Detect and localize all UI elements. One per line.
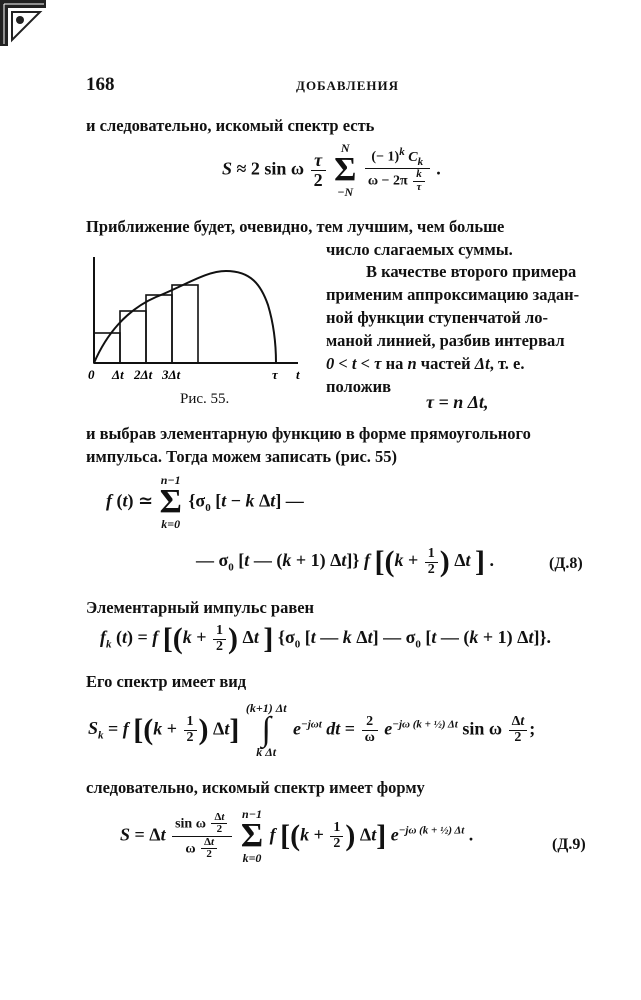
paragraph-2-line-1: Приближение будет, очевидно, тем лучшим, чем больше [86,217,505,236]
axis-label-tau: τ [272,367,278,382]
paragraph-3-line-6: положив [326,377,392,396]
equation-tau: τ = n Δt, [426,392,489,412]
equation-d8-line-1: f (t) ≃ n−1 Σ k=0 {$\sigma_0$ [t − k Δt] — [106,473,304,532]
equation-spectrum-k: $S_k = f$ [(k + $\frac{1}{2}$ ) Δt] (k+1) Δt ∫ k Δt $e^{-j\omega t}$ dt = $\frac{2}{\omega}$ $e^{-j\omega (k + \frac{1}{2}) \Delta t}$ sin ω $\frac{\Delta t}{2}$ ; [88,701,536,760]
paragraph-4-line-1: и выбрав элементарную функцию в форме прямоугольного [86,424,531,443]
running-head: ДОБАВЛЕНИЯ [296,78,400,93]
corner-ornament-icon [0,0,48,48]
equation-d9: S = Δt sin ω $\frac{\Delta t}{2}$ ω $\frac{\Delta t}{2}$ n−1 Σ k=0 f [(k + $\frac{1}{2}$ ) Δt] $e^{-j\omega (k + \frac{1}{2}) \Delta t}$ . [120,807,474,866]
figure-55 [86,255,316,390]
paragraph-3-line-4: маной линией, разбив интервал [326,331,565,350]
paragraph-6: Его спектр имеет вид [86,672,247,691]
axis-label-2dt: 2Δt [134,367,153,382]
paragraph-3-line-1: В качестве второго примера [366,262,577,281]
axis-label-t: t [296,367,300,382]
equation-spectrum-1: S ≈ 2 sin ω $\frac{\tau}{2}$ N Σ −N (− 1)$^k$ $C_k$ ω − 2π $\frac{k}{\tau}$ . [222,141,441,200]
paragraph-7: следовательно, искомый спектр имеет форму [86,778,425,797]
equation-number-d8: (Д.8) [549,555,583,572]
figure-caption: Рис. 55. [180,391,230,407]
paragraph-3-line-2: применим аппроксимацию задан- [326,285,580,304]
paragraph-4-line-2: импульса. Тогда можем записать (рис. 55) [86,447,398,466]
paragraph-5: Элементарный импульс равен [86,598,315,617]
equation-pulse: $f_k$ (t) = f [(k + $\frac{1}{2}$ ) Δt ] {$\sigma_0$ [t — k Δt] — $\sigma_0$ [t — (k + 1) Δt]}. [100,622,552,655]
paragraph-3-line-5: 0 < t < τ на n частей Δt, т. е. [326,354,525,373]
equation-d8-line-2: — $\sigma_0$ [t — (k + 1) Δt]} f [(k + $\frac{1}{2}$ ) Δt ] . [196,545,495,578]
paragraph-3-line-3: ной функции ступенчатой ло- [326,308,549,327]
axis-label-dt: Δt [112,367,124,382]
page-number: 168 [86,74,115,95]
paragraph-2-line-2: число слагаемых суммы. [326,240,513,259]
equation-number-d9: (Д.9) [552,836,586,853]
paragraph-1: и следовательно, искомый спектр есть [86,116,375,135]
axis-label-3dt: 3Δt [162,367,181,382]
axis-label-0: 0 [88,367,95,382]
